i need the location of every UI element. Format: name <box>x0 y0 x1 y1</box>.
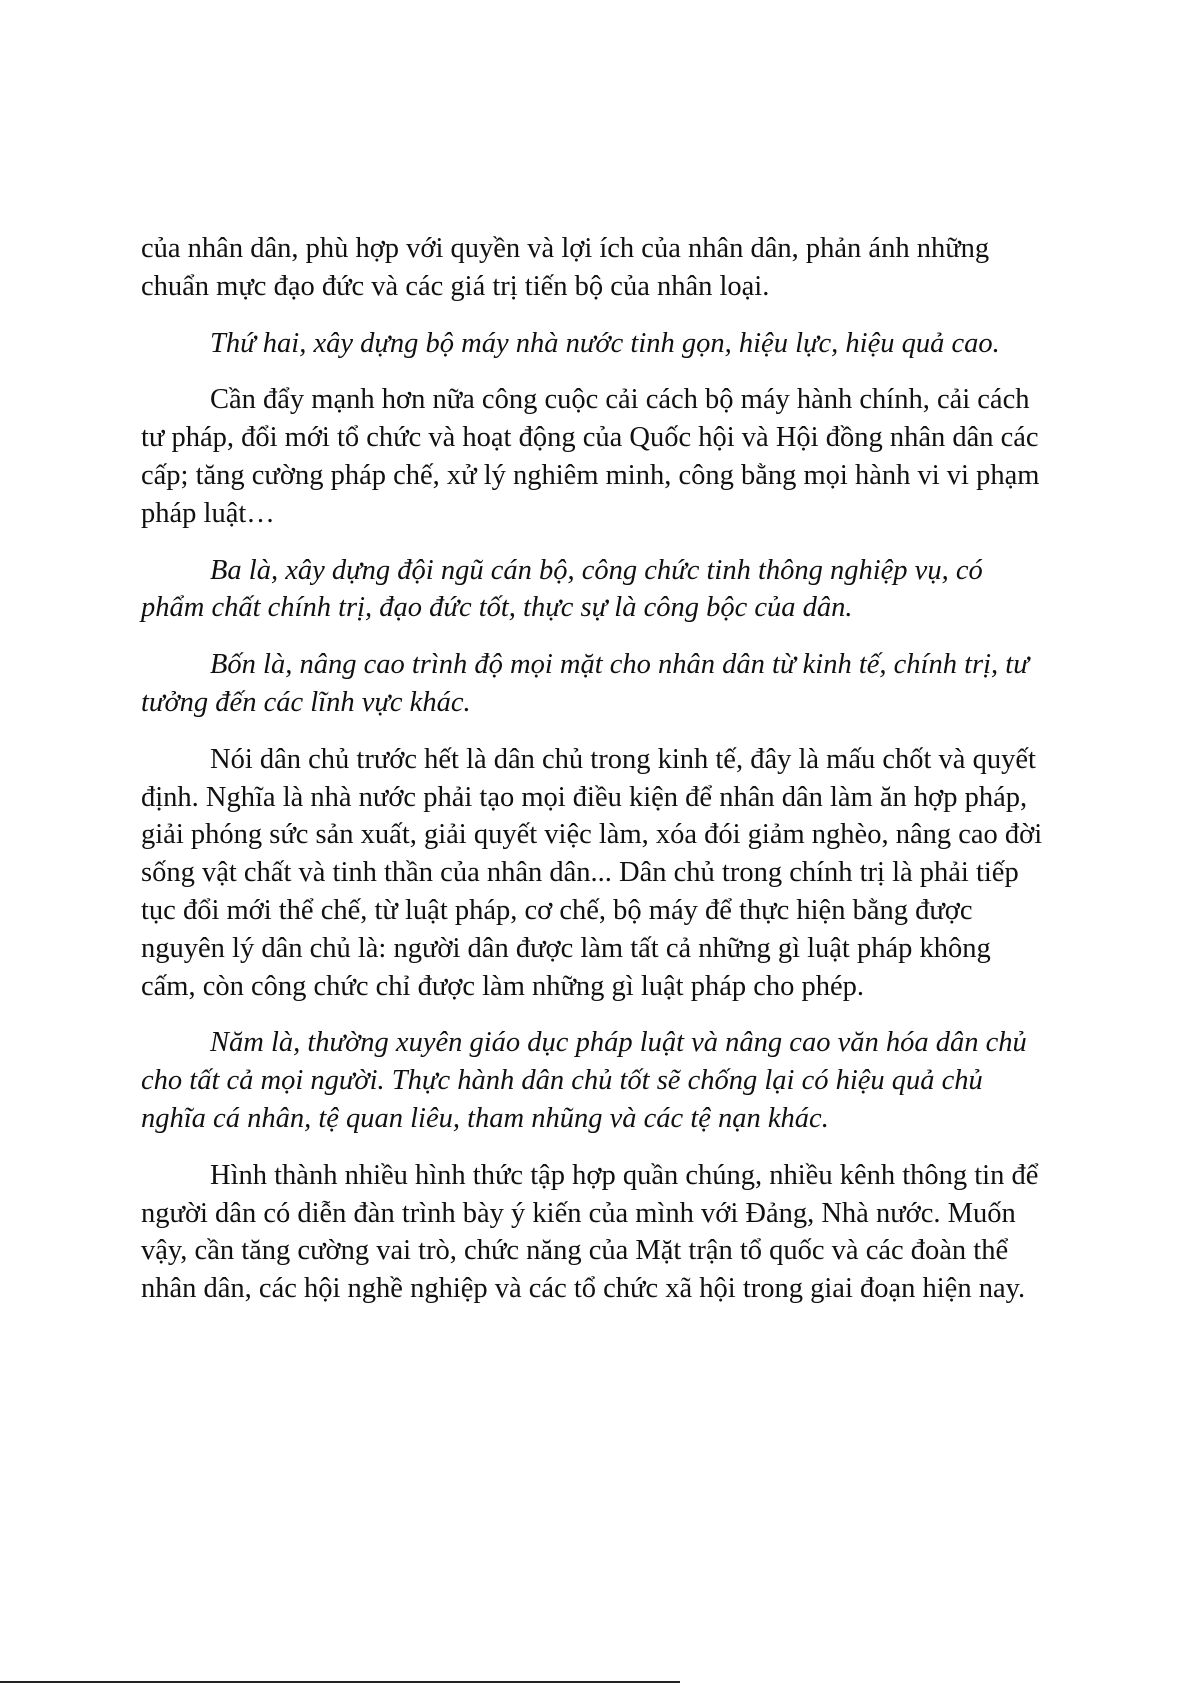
paragraph-continuation: của nhân dân, phù hợp với quyền và lợi ích của nhân dân, phản ánh những chuẩn mực đạo đức và các giá trị tiến bộ của nhân loại. <box>141 233 990 302</box>
paragraph-mass-mobilization: Hình thành nhiều hình thức tập hợp quần chúng, nhiều kênh thông tin để người dân có diễn đàn trình bày ý kiến của mình với Đảng, Nhà nước. Muốn vậy, cần tăng cường vai trò, chức năng của Mặt trận tổ quốc và các đoàn thể nhân dân, các hội nghề nghiệp và các tổ chức xã hội trong giai đoạn hiện nay. <box>141 1159 1039 1305</box>
paragraph-reform: Cần đẩy mạnh hơn nữa công cuộc cải cách bộ máy hành chính, cải cách tư pháp, đổi mới tổ chức và hoạt động của Quốc hội và Hội đồng nhân dân các cấp; tăng cường pháp chế, xử lý nghiêm minh, công bằng mọi hành vi vi phạm pháp luật… <box>141 384 1040 529</box>
paragraph-point-five: Năm là, thường xuyên giáo dục pháp luật và nâng cao văn hóa dân chủ cho tất cả mọi người. Thực hành dân chủ tốt sẽ chống lại có hiệu quả chủ nghĩa cá nhân, tệ quan liêu, tham nhũng và các tệ nạn khác. <box>141 1027 1027 1134</box>
paragraph-point-two: Thứ hai, xây dựng bộ máy nhà nước tinh gọn, hiệu lực, hiệu quả cao. <box>210 327 1000 359</box>
document-page <box>141 230 1051 1327</box>
paragraph-point-four: Bốn là, nâng cao trình độ mọi mặt cho nhân dân từ kinh tế, chính trị, tư tưởng đến các lĩnh vực khác. <box>141 649 1029 718</box>
paragraph-point-three: Ba là, xây dựng đội ngũ cán bộ, công chức tinh thông nghiệp vụ, có phẩm chất chính trị, đạo đức tốt, thực sự là công bộc của dân. <box>141 554 983 624</box>
paragraph-economic-democracy: Nói dân chủ trước hết là dân chủ trong kinh tế, đây là mấu chốt và quyết định. Nghĩa là nhà nước phải tạo mọi điều kiện để nhân dân làm ăn hợp pháp, giải phóng sức sản xuất, giải quyết việc làm, xóa đói giảm nghèo, nâng cao đời sống vật chất và tinh thần của nhân dân... Dân chủ trong chính trị là phải tiếp tục đổi mới thể chế, từ luật pháp, cơ chế, bộ máy để thực hiện bằng được nguyên lý dân chủ là: người dân được làm tất cả những gì luật pháp không cấm, còn công chức chỉ được làm những gì luật pháp cho phép. <box>141 743 1043 1002</box>
page-bottom-rule <box>0 1681 680 1683</box>
